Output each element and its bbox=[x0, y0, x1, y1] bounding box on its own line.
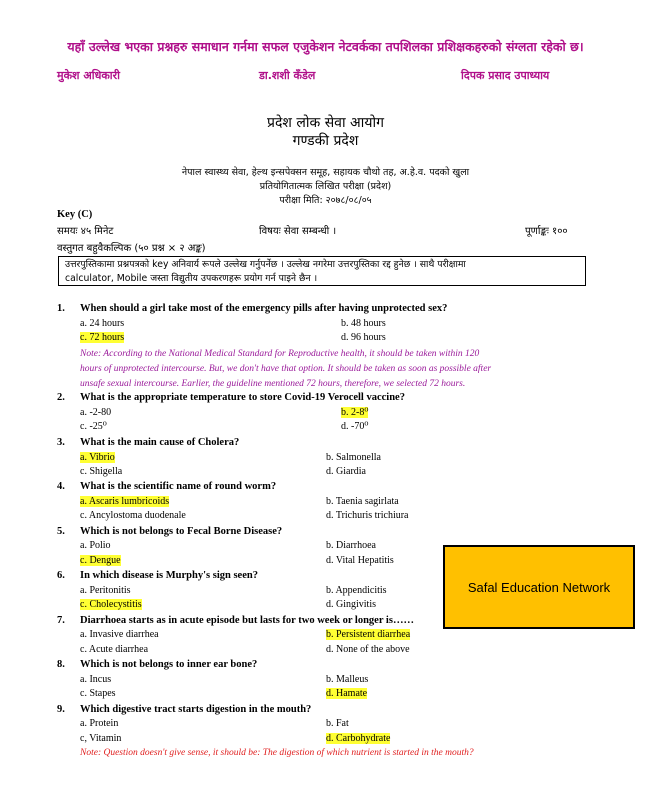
answer-note: hours of unprotected intercourse. But, we don't have that option. It should be taken as soon as possible after bbox=[80, 364, 492, 374]
exam-line: नेपाल स्वास्थ्य सेवा, हेल्थ इन्सपेक्सन समूह, सहायक चौथो तह, अ.हे.व. पदको खुला bbox=[181, 167, 470, 178]
author-name: डा.शशी कँडेल bbox=[259, 69, 316, 82]
answer-note: Note: According to the National Medical Standard for Reproductive health, it should be taken within 120 bbox=[80, 349, 480, 359]
exam-type: वस्तुगत बहुवैकल्पिक (५० प्रश्न × २ अङ्क) bbox=[57, 243, 206, 254]
option-b: b. Diarrhoea bbox=[326, 540, 376, 551]
option-c-correct: c. 72 hours bbox=[80, 332, 125, 343]
author-name: मुकेश अधिकारी bbox=[57, 69, 120, 82]
option-b: b. Salmonella bbox=[326, 452, 381, 463]
answer-note: unsafe sexual intercourse. Earlier, the guideline mentioned 72 hours, therefore, we selected 72 hours. bbox=[80, 379, 466, 389]
answer-note: Note: Question doesn't give sense, it should be: The digestion of which nutrient is started in the mouth? bbox=[80, 748, 474, 758]
option-a-correct: a. Vibrio bbox=[80, 452, 115, 463]
option-c-correct: c. Cholecystitis bbox=[80, 599, 142, 610]
option-a: a. -2-80 bbox=[80, 407, 112, 418]
question-text: When should a girl take most of the emergency pills after having unprotected sex? bbox=[80, 303, 448, 314]
option-d: d. None of the above bbox=[326, 644, 410, 655]
option-d-correct: d. Hamate bbox=[326, 688, 368, 699]
option-b: b. Malleus bbox=[326, 674, 369, 685]
option-a: a. Polio bbox=[80, 540, 111, 551]
question-text: Which digestive tract starts digestion in the mouth? bbox=[80, 704, 312, 715]
full-marks: पूर्णाङ्कः १०० bbox=[525, 226, 568, 237]
option-b: b. Fat bbox=[326, 718, 349, 729]
option-b: b. Appendicitis bbox=[326, 585, 387, 596]
question-number: 5. bbox=[57, 526, 65, 537]
option-b: b. Taenia sagirlata bbox=[326, 496, 399, 507]
option-d: d. Giardia bbox=[326, 466, 366, 477]
option-c: c. Ancylostoma duodenale bbox=[80, 510, 186, 521]
question-number: 6. bbox=[57, 570, 65, 581]
instruction-box bbox=[58, 256, 586, 286]
question-number: 8. bbox=[57, 659, 65, 670]
question-number: 4. bbox=[57, 481, 65, 492]
question-text: Which is not belongs to inner ear bone? bbox=[80, 659, 258, 670]
exam-time: समयः ४५ मिनेट bbox=[57, 226, 114, 237]
instruction-text: calculator, Mobile जस्ता विद्युतीय उपकरणहरू प्रयोग गर्न पाइने छैन । bbox=[65, 273, 318, 284]
option-a: a. Invasive diarrhea bbox=[80, 629, 159, 640]
option-b-correct: b. Persistent diarrhea bbox=[326, 629, 411, 640]
option-b: b. 48 hours bbox=[341, 318, 386, 329]
question-number: 3. bbox=[57, 437, 65, 448]
question-text: Which is not belongs to Fecal Borne Disease? bbox=[80, 526, 283, 537]
question-number: 1. bbox=[57, 303, 65, 314]
commission-title: प्रदेश लोक सेवा आयोग bbox=[267, 115, 384, 131]
question-text: What is the scientific name of round worm? bbox=[80, 481, 277, 492]
option-d: d. Gingivitis bbox=[326, 599, 377, 610]
watermark-box bbox=[443, 545, 635, 629]
option-a: a. Peritonitis bbox=[80, 585, 131, 596]
option-d: d. 96 hours bbox=[341, 332, 386, 343]
question-number: 2. bbox=[57, 392, 65, 403]
option-c: c. -25⁰ bbox=[80, 421, 107, 432]
option-a: a. Incus bbox=[80, 674, 112, 685]
question-number: 9. bbox=[57, 704, 65, 715]
exam-date: परीक्षा मिति: २०७८/०८/०५ bbox=[279, 195, 372, 206]
option-c: c. Acute diarrhea bbox=[80, 644, 149, 655]
question-number: 7. bbox=[57, 615, 65, 626]
option-a: a. 24 hours bbox=[80, 318, 125, 329]
question-text: Diarrhoea starts as in acute episode but lasts for two week or longer is…… bbox=[80, 615, 414, 626]
option-c: c. Stapes bbox=[80, 688, 116, 699]
option-d: d. -70⁰ bbox=[341, 421, 369, 432]
author-name: दिपक प्रसाद उपाध्याय bbox=[461, 69, 550, 82]
exam-line: प्रतियोगितात्मक लिखित परीक्षा (प्रदेश) bbox=[259, 181, 392, 192]
option-a-correct: a. Ascaris lumbricoids bbox=[80, 496, 170, 507]
banner-text: यहाँ उल्लेख भएका प्रश्नहरु समाधान गर्नमा सफल एजुकेशन नेटवर्कका तपशिलका प्रशिक्षकहरुको संग्लता रहेको छ। bbox=[67, 39, 584, 54]
question-text: What is the appropriate temperature to store Covid-19 Verocell vaccine? bbox=[80, 392, 405, 403]
instruction-text: उत्तरपुस्तिकामा प्रश्नपत्रको key अनिवार्य रूपले उल्लेख गर्नुपर्नेछ । उल्लेख नगरेमा उत्तरपुस्तिका रद्द हुनेछ । साथै परीक्षामा bbox=[65, 259, 466, 270]
option-d: d. Trichuris trichiura bbox=[326, 510, 409, 521]
province-title: गण्डकी प्रदेश bbox=[292, 133, 359, 149]
exam-subject: विषयः सेवा सम्बन्धी । bbox=[259, 226, 337, 237]
question-text: In which disease is Murphy's sign seen? bbox=[80, 570, 258, 581]
option-d-correct: d. Carbohydrate bbox=[326, 733, 391, 744]
option-c: c, Vitamin bbox=[80, 733, 122, 744]
option-c-correct: c. Dengue bbox=[80, 555, 121, 566]
question-text: What is the main cause of Cholera? bbox=[80, 437, 240, 448]
option-b-correct: b. 2-8⁰ bbox=[341, 407, 369, 418]
option-a: a. Protein bbox=[80, 718, 119, 729]
option-d: d. Vital Hepatitis bbox=[326, 555, 394, 566]
option-c: c. Shigella bbox=[80, 466, 123, 477]
answer-key: Key (C) bbox=[57, 209, 93, 220]
watermark-text: Safal Education Network bbox=[467, 579, 611, 595]
